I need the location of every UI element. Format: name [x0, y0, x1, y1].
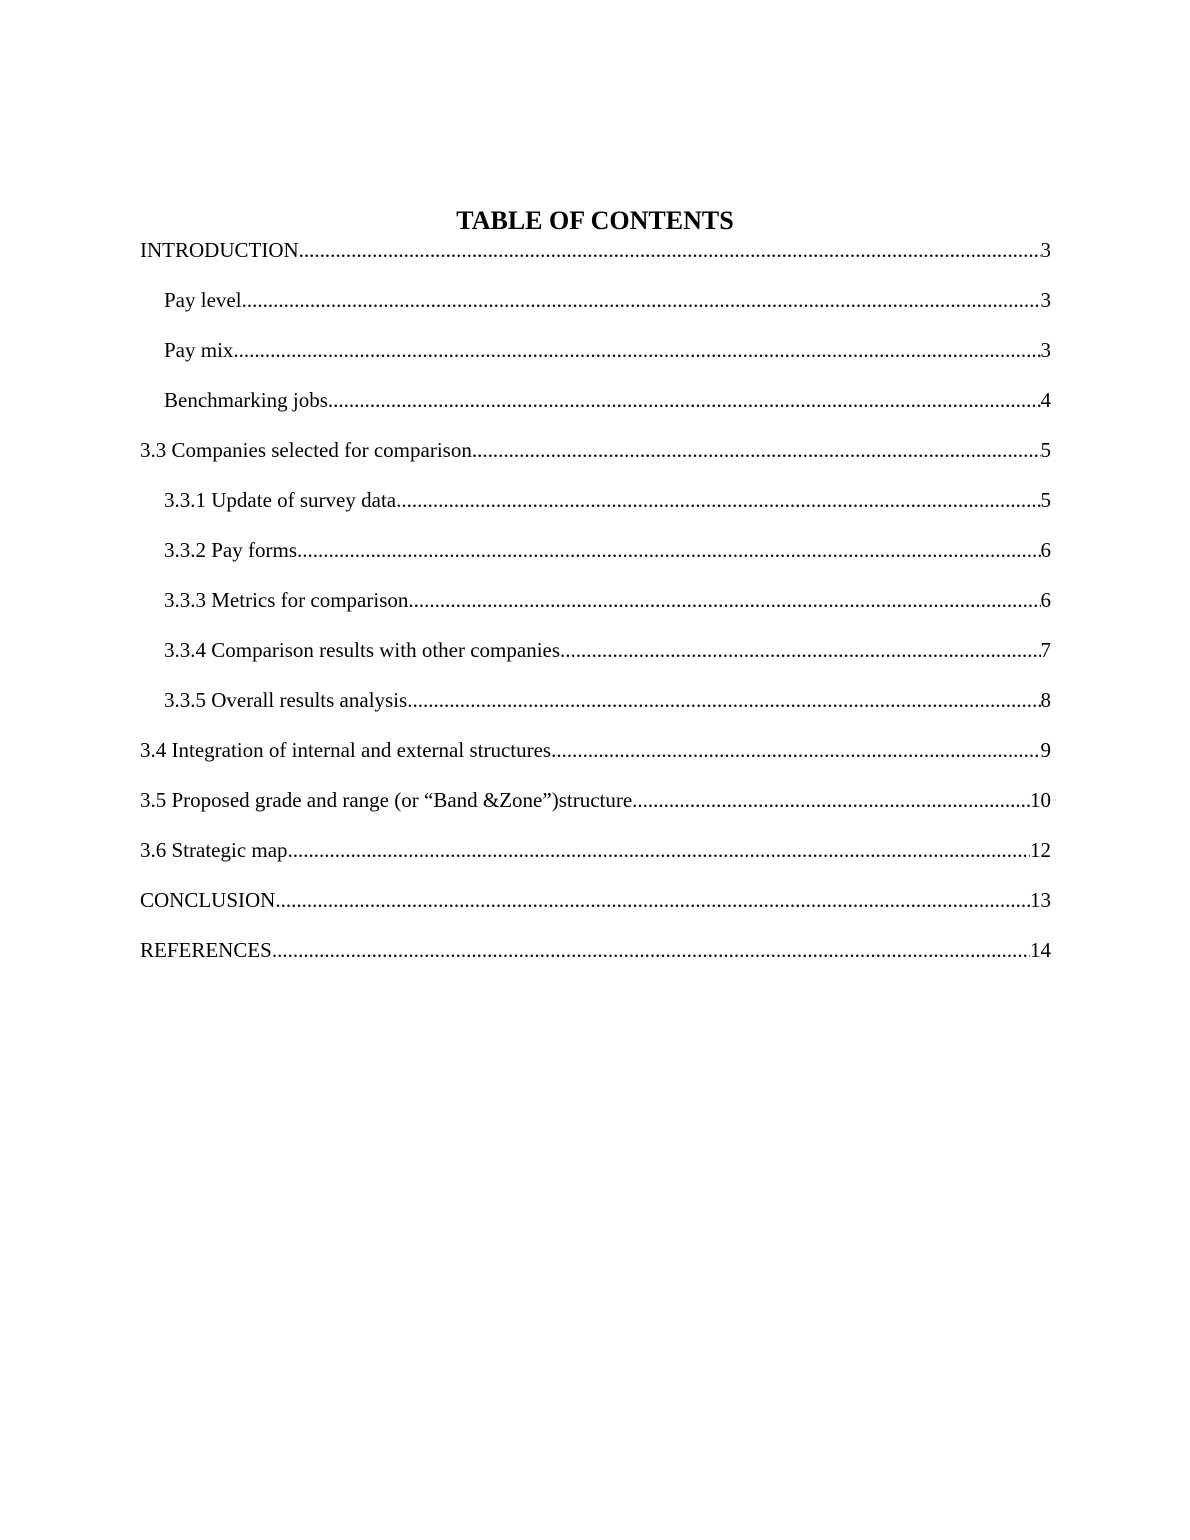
toc-entry[interactable]: [140, 682, 1051, 732]
toc-dot-leader: [396, 482, 1040, 518]
toc-entry[interactable]: [140, 832, 1051, 882]
toc-dot-leader: [560, 632, 1040, 668]
toc-dot-leader: [551, 732, 1040, 768]
toc-entry-text: 3.3.4 Comparison results with other companies: [164, 638, 561, 662]
toc-dot-leader: [407, 682, 1040, 718]
toc-dot-leader: [275, 882, 1030, 918]
toc-page-number: 7: [1040, 638, 1051, 662]
toc-page-number: 13: [1030, 888, 1051, 912]
toc-entry[interactable]: [140, 632, 1051, 682]
toc-entry-text: 3.3.2 Pay forms: [164, 538, 297, 562]
toc-page-number: 14: [1030, 938, 1051, 962]
toc-dot-leader: [632, 782, 1030, 818]
toc-entry[interactable]: [140, 882, 1051, 932]
toc-page-number: 4: [1040, 388, 1051, 412]
toc-entry[interactable]: [140, 932, 1051, 982]
toc-page-number: 3: [1040, 338, 1051, 362]
toc-page-number: 3: [1040, 288, 1051, 312]
toc-entry-text: Pay level: [164, 288, 242, 312]
toc-entry-text: CONCLUSION: [140, 888, 276, 912]
toc-dot-leader: [408, 582, 1040, 618]
toc-page-number: 9: [1040, 738, 1051, 762]
toc-page-number: 5: [1040, 438, 1051, 462]
toc-page-number: 12: [1030, 838, 1051, 862]
toc-entry-text: Benchmarking jobs: [164, 388, 328, 412]
toc-dot-leader: [288, 832, 1030, 868]
toc-dot-leader: [328, 382, 1041, 418]
toc-entry-text: 3.4 Integration of internal and external structures: [140, 738, 552, 762]
toc-entry[interactable]: [140, 232, 1051, 282]
toc-entry-text: INTRODUCTION: [140, 238, 299, 262]
toc-entry[interactable]: [140, 732, 1051, 782]
toc-page-number: 10: [1030, 788, 1051, 812]
toc-page-number: 6: [1040, 588, 1051, 612]
toc-entry[interactable]: [140, 482, 1051, 532]
toc-entry-text: 3.3.5 Overall results analysis: [164, 688, 408, 712]
toc-entry-text: REFERENCES: [140, 938, 272, 962]
toc-entry-text: 3.5 Proposed grade and range (or “Band &Zone”)structure: [140, 788, 633, 812]
toc-dot-leader: [299, 232, 1041, 268]
toc-entry[interactable]: [140, 532, 1051, 582]
toc-entry[interactable]: [140, 432, 1051, 482]
toc-page-number: 6: [1040, 538, 1051, 562]
toc-entry[interactable]: [140, 332, 1051, 382]
toc-list: [140, 232, 1051, 982]
toc-page-number: 8: [1040, 688, 1051, 712]
toc-entry-text: 3.6 Strategic map: [140, 838, 288, 862]
toc-entry-text: 3.3 Companies selected for comparison: [140, 438, 472, 462]
toc-title: TABLE OF CONTENTS: [456, 206, 734, 235]
toc-dot-leader: [297, 532, 1041, 568]
toc-dot-leader: [272, 932, 1030, 968]
toc-entry-text: 3.3.1 Update of survey data: [164, 488, 397, 512]
toc-dot-leader: [233, 332, 1040, 368]
toc-page-number: 3: [1040, 238, 1051, 262]
toc-entry-text: Pay mix: [164, 338, 234, 362]
toc-entry[interactable]: [140, 282, 1051, 332]
toc-entry-text: 3.3.3 Metrics for comparison: [164, 588, 409, 612]
toc-dot-leader: [472, 432, 1041, 468]
toc-entry[interactable]: [140, 582, 1051, 632]
toc-entry[interactable]: [140, 782, 1051, 832]
toc-dot-leader: [242, 282, 1041, 318]
toc-entry[interactable]: [140, 382, 1051, 432]
toc-page-number: 5: [1040, 488, 1051, 512]
